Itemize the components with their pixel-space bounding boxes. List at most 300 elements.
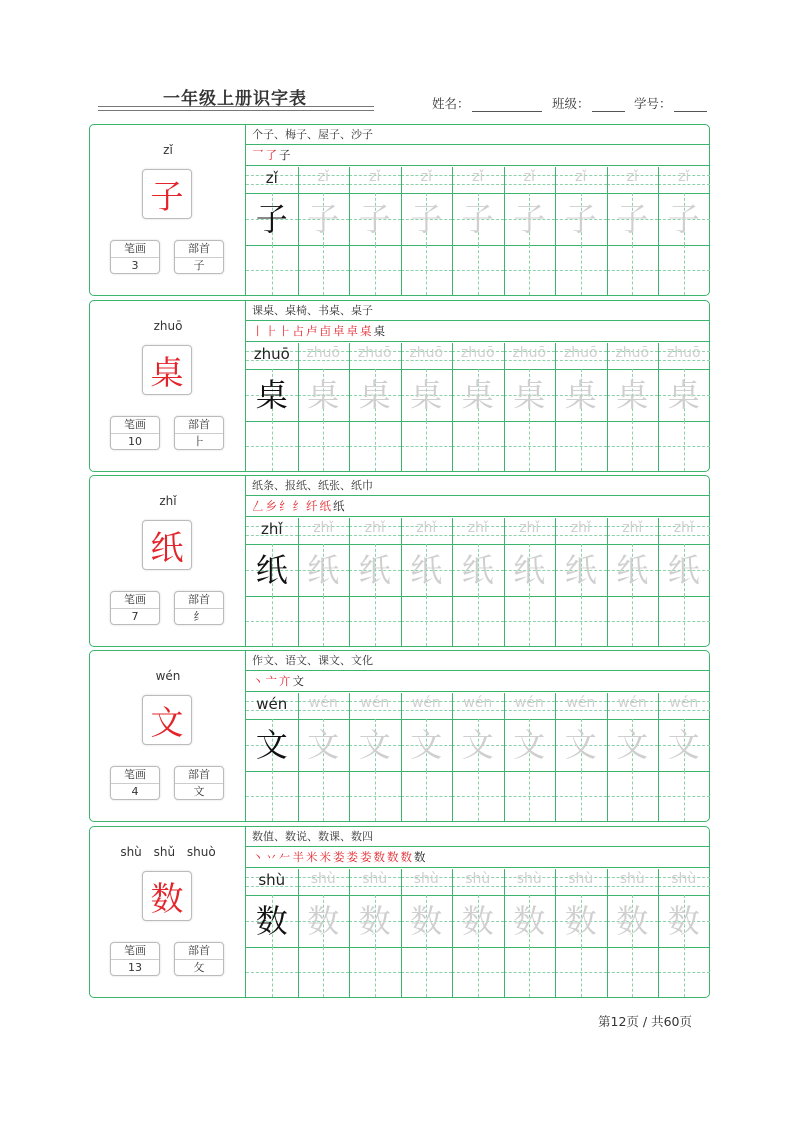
grid-column-line	[504, 869, 505, 997]
character-practice-cell[interactable]	[298, 544, 350, 596]
class-field[interactable]	[552, 94, 625, 112]
blank-practice-cell[interactable]	[452, 596, 504, 646]
blank-practice-cell[interactable]	[658, 421, 710, 471]
radical-box	[174, 416, 224, 450]
pinyin-practice-cell[interactable]	[452, 518, 504, 544]
pinyin-practice-cell[interactable]	[349, 869, 401, 895]
blank-practice-cell[interactable]	[555, 421, 607, 471]
student-id-blank[interactable]	[674, 99, 707, 112]
character-practice-cell[interactable]	[504, 895, 556, 947]
guide-line	[555, 270, 607, 271]
character-trace: 纸	[461, 551, 494, 589]
student-id-field[interactable]	[634, 94, 707, 112]
stroke-step: 娄	[333, 850, 345, 864]
blank-practice-cell[interactable]	[298, 771, 350, 821]
pinyin-practice-cell[interactable]	[607, 343, 659, 369]
character-trace: 纸	[307, 551, 340, 589]
pinyin-trace: shù	[362, 871, 388, 887]
character-trace: 子	[513, 200, 546, 238]
character-practice-cell[interactable]	[246, 719, 298, 771]
guide-line	[452, 796, 504, 797]
pinyin-trace: zǐ	[265, 169, 278, 187]
grid-column-line	[298, 167, 299, 295]
stroke-step: 亣	[279, 674, 291, 688]
pinyin-trace: shù	[465, 871, 491, 887]
practice-area	[246, 476, 709, 646]
character-practice-cell[interactable]	[658, 895, 710, 947]
guide-line	[607, 621, 659, 622]
blank-practice-cell[interactable]	[401, 245, 453, 295]
stroke-order-sequence	[252, 497, 347, 515]
guide-line	[298, 621, 350, 622]
character-practice-cell[interactable]	[452, 544, 504, 596]
blank-practice-cell[interactable]	[555, 596, 607, 646]
pinyin-practice-cell[interactable]	[401, 693, 453, 719]
character-pinyin: wén	[155, 669, 181, 683]
pinyin-trace: shù	[516, 871, 542, 887]
character-practice-cell[interactable]	[298, 719, 350, 771]
blank-practice-cell[interactable]	[658, 245, 710, 295]
pinyin-trace: zhuō	[563, 345, 598, 361]
words-divider	[246, 670, 709, 671]
stroke-count-value: 13	[128, 961, 142, 974]
featured-character: 桌	[142, 345, 192, 395]
character-practice-cell[interactable]	[246, 895, 298, 947]
pinyin-trace: zhǐ	[467, 520, 488, 536]
radical-value: 攵	[193, 961, 205, 974]
guide-line	[349, 446, 401, 447]
character-practice-cell[interactable]	[452, 895, 504, 947]
example-words: 数值、数说、数课、数四	[252, 830, 373, 843]
pinyin-practice-cell[interactable]	[298, 167, 350, 193]
stroke-step: 数	[414, 850, 426, 864]
pinyin-practice-cell[interactable]	[555, 518, 607, 544]
character-practice-cell[interactable]	[607, 895, 659, 947]
character-trace: 数	[667, 902, 700, 940]
guide-line	[452, 446, 504, 447]
character-practice-cell[interactable]	[555, 895, 607, 947]
practice-area	[246, 125, 709, 295]
pinyin-practice-cell[interactable]	[452, 167, 504, 193]
guide-line	[298, 972, 350, 973]
stroke-step: 数	[373, 850, 385, 864]
character-trace: 纸	[667, 551, 700, 589]
character-practice-cell[interactable]	[401, 193, 453, 245]
radical-label: 部首	[175, 241, 223, 258]
grid-column-line	[401, 693, 402, 821]
blank-practice-cell[interactable]	[246, 245, 298, 295]
name-blank[interactable]	[472, 99, 542, 112]
guide-line	[504, 621, 556, 622]
guide-line	[504, 270, 556, 271]
character-practice-cell[interactable]	[246, 544, 298, 596]
character-practice-cell[interactable]	[658, 544, 710, 596]
character-info-panel	[90, 651, 246, 821]
character-trace: 子	[667, 200, 700, 238]
pinyin-practice-cell[interactable]	[401, 343, 453, 369]
grid-column-line	[349, 518, 350, 646]
character-practice-cell[interactable]	[607, 544, 659, 596]
pinyin-practice-cell[interactable]	[607, 693, 659, 719]
character-practice-cell[interactable]	[504, 719, 556, 771]
blank-practice-cell[interactable]	[401, 596, 453, 646]
pinyin-trace: zhǐ	[519, 520, 540, 536]
pinyin-trace: zhuō	[460, 345, 495, 361]
character-practice-cell[interactable]	[401, 544, 453, 596]
words-divider	[246, 144, 709, 145]
pinyin-practice-cell[interactable]	[298, 869, 350, 895]
stroke-step: 占	[292, 324, 304, 338]
pinyin-practice-cell[interactable]	[658, 167, 710, 193]
character-trace: 桌	[513, 376, 546, 414]
grid-column-line	[401, 518, 402, 646]
pinyin-practice-cell[interactable]	[246, 518, 298, 544]
character-practice-cell[interactable]	[555, 369, 607, 421]
character-practice-cell[interactable]	[298, 895, 350, 947]
grid-column-line	[452, 167, 453, 295]
character-practice-cell[interactable]	[246, 193, 298, 245]
blank-practice-cell[interactable]	[349, 596, 401, 646]
character-trace: 桌	[616, 376, 649, 414]
blank-practice-cell[interactable]	[658, 596, 710, 646]
character-trace: 子	[461, 200, 494, 238]
grid-column-line	[607, 167, 608, 295]
character-practice-cell[interactable]	[401, 719, 453, 771]
pinyin-trace: zhǐ	[313, 520, 334, 536]
pinyin-trace: zhǐ	[622, 520, 643, 536]
guide-line	[607, 270, 659, 271]
character-info-panel	[90, 125, 246, 295]
class-blank[interactable]	[592, 99, 625, 112]
practice-area	[246, 827, 709, 997]
character-practice-cell[interactable]	[607, 719, 659, 771]
blank-practice-cell[interactable]	[246, 771, 298, 821]
pinyin-trace: shù	[258, 871, 286, 889]
guide-line	[246, 621, 298, 622]
grid-column-line	[555, 167, 556, 295]
blank-practice-cell[interactable]	[401, 771, 453, 821]
character-practice-cell[interactable]	[504, 193, 556, 245]
blank-practice-cell[interactable]	[349, 421, 401, 471]
character-trace: 子	[616, 200, 649, 238]
pinyin-practice-cell[interactable]	[504, 693, 556, 719]
radical-label: 部首	[175, 943, 223, 960]
pinyin-practice-cell[interactable]	[555, 343, 607, 369]
pinyin-practice-cell[interactable]	[246, 869, 298, 895]
character-trace: 纸	[616, 551, 649, 589]
stroke-divider	[246, 867, 709, 868]
character-trace: 纸	[358, 551, 391, 589]
pinyin-practice-cell[interactable]	[555, 167, 607, 193]
grid-column-line	[658, 869, 659, 997]
words-divider	[246, 495, 709, 496]
grid-column-line	[452, 693, 453, 821]
grid-column-line	[452, 343, 453, 471]
character-practice-cell[interactable]	[298, 193, 350, 245]
pinyin-practice-cell[interactable]	[349, 343, 401, 369]
pinyin-practice-cell[interactable]	[607, 869, 659, 895]
stroke-step: 卢	[306, 324, 318, 338]
pinyin-trace: zhuō	[306, 345, 341, 361]
character-card	[89, 475, 710, 647]
blank-practice-cell[interactable]	[349, 947, 401, 997]
pinyin-practice-cell[interactable]	[246, 167, 298, 193]
blank-practice-cell[interactable]	[452, 771, 504, 821]
guide-line	[401, 446, 453, 447]
stroke-count-box	[110, 416, 160, 450]
blank-practice-cell[interactable]	[555, 245, 607, 295]
blank-practice-cell[interactable]	[452, 421, 504, 471]
featured-character: 纸	[142, 520, 192, 570]
pinyin-trace: wén	[463, 695, 493, 711]
pinyin-trace: shù	[310, 871, 336, 887]
stroke-step: 卓	[333, 324, 345, 338]
grid-column-line	[298, 693, 299, 821]
pinyin-practice-cell[interactable]	[504, 343, 556, 369]
character-pinyin: zhuō	[153, 319, 183, 333]
stroke-count-value: 4	[131, 785, 139, 798]
stroke-step: 丨	[252, 324, 264, 338]
stroke-step: 米	[306, 850, 318, 864]
guide-line	[246, 796, 298, 797]
name-field[interactable]	[432, 94, 542, 112]
pinyin-trace: zǐ	[420, 169, 432, 185]
blank-practice-cell[interactable]	[607, 596, 659, 646]
grid-column-line	[658, 343, 659, 471]
grid-column-line	[452, 869, 453, 997]
pinyin-practice-cell[interactable]	[607, 518, 659, 544]
character-practice-cell[interactable]	[555, 193, 607, 245]
grid-column-line	[401, 869, 402, 997]
grid-column-line	[349, 343, 350, 471]
character-trace: 数	[564, 902, 597, 940]
pinyin-trace: zhuō	[253, 345, 290, 363]
stroke-step: 卓	[346, 324, 358, 338]
guide-line	[298, 270, 350, 271]
blank-practice-cell[interactable]	[504, 596, 556, 646]
pinyin-practice-cell[interactable]	[298, 518, 350, 544]
pinyin-practice-cell[interactable]	[607, 167, 659, 193]
stroke-step: 纟	[279, 499, 291, 513]
stroke-step: 丶	[252, 674, 264, 688]
character-trace: 子	[307, 200, 340, 238]
pinyin-trace: zhǐ	[673, 520, 694, 536]
guide-line	[246, 972, 298, 973]
pinyin-practice-cell[interactable]	[349, 518, 401, 544]
character-pinyin: zhǐ	[159, 494, 177, 508]
featured-character: 子	[142, 169, 192, 219]
radical-value: 纟	[193, 610, 205, 623]
character-trace: 文	[667, 726, 700, 764]
blank-practice-cell[interactable]	[658, 947, 710, 997]
blank-practice-cell[interactable]	[504, 771, 556, 821]
student-id-label: 学号：	[634, 96, 672, 111]
character-practice-cell[interactable]	[504, 544, 556, 596]
grid-column-line	[504, 343, 505, 471]
stroke-step: 了	[265, 148, 277, 162]
grid-column-line	[298, 869, 299, 997]
blank-practice-cell[interactable]	[349, 771, 401, 821]
guide-line	[298, 446, 350, 447]
blank-practice-cell[interactable]	[401, 947, 453, 997]
pinyin-practice-cell[interactable]	[401, 167, 453, 193]
guide-line	[298, 796, 350, 797]
pinyin-practice-cell[interactable]	[504, 869, 556, 895]
blank-practice-cell[interactable]	[555, 947, 607, 997]
stroke-step: 纤	[306, 499, 318, 513]
character-practice-cell[interactable]	[349, 544, 401, 596]
guide-line	[555, 796, 607, 797]
blank-practice-cell[interactable]	[607, 947, 659, 997]
character-card	[89, 650, 710, 822]
guide-line	[658, 270, 710, 271]
pinyin-practice-cell[interactable]	[504, 518, 556, 544]
stroke-step: ⺊	[265, 324, 277, 338]
character-trace: 文	[255, 726, 288, 764]
character-practice-cell[interactable]	[349, 193, 401, 245]
blank-practice-cell[interactable]	[658, 771, 710, 821]
guide-line	[555, 972, 607, 973]
character-practice-cell[interactable]	[401, 369, 453, 421]
blank-practice-cell[interactable]	[349, 245, 401, 295]
pinyin-practice-cell[interactable]	[658, 518, 710, 544]
guide-line	[452, 270, 504, 271]
blank-practice-cell[interactable]	[555, 771, 607, 821]
pinyin-practice-cell[interactable]	[298, 343, 350, 369]
blank-practice-cell[interactable]	[298, 421, 350, 471]
blank-practice-cell[interactable]	[504, 245, 556, 295]
stroke-step: 半	[292, 850, 304, 864]
blank-practice-cell[interactable]	[298, 245, 350, 295]
character-practice-cell[interactable]	[349, 895, 401, 947]
pinyin-practice-cell[interactable]	[401, 518, 453, 544]
blank-practice-cell[interactable]	[607, 771, 659, 821]
guide-line	[349, 972, 401, 973]
character-trace: 文	[564, 726, 597, 764]
pinyin-practice-cell[interactable]	[555, 693, 607, 719]
page-indicator: 第12页 / 共60页	[598, 1014, 692, 1029]
stroke-step: 子	[279, 148, 291, 162]
blank-practice-cell[interactable]	[298, 596, 350, 646]
page-title: 一年级上册识字表	[163, 89, 307, 109]
stroke-step: 数	[400, 850, 412, 864]
blank-practice-cell[interactable]	[298, 947, 350, 997]
grid-column-line	[658, 693, 659, 821]
stroke-step: 亠	[265, 674, 277, 688]
character-practice-cell[interactable]	[658, 369, 710, 421]
pinyin-trace: shù	[413, 871, 439, 887]
character-practice-cell[interactable]	[452, 719, 504, 771]
pinyin-practice-cell[interactable]	[452, 869, 504, 895]
pinyin-practice-cell[interactable]	[452, 693, 504, 719]
pinyin-practice-cell[interactable]	[246, 343, 298, 369]
pinyin-practice-cell[interactable]	[658, 693, 710, 719]
blank-practice-cell[interactable]	[607, 245, 659, 295]
character-trace: 子	[358, 200, 391, 238]
character-practice-cell[interactable]	[607, 369, 659, 421]
guide-line	[401, 621, 453, 622]
character-practice-cell[interactable]	[555, 719, 607, 771]
radical-label: 部首	[175, 767, 223, 784]
pinyin-trace: zǐ	[678, 169, 690, 185]
blank-practice-cell[interactable]	[246, 596, 298, 646]
guide-line	[504, 446, 556, 447]
pinyin-practice-cell[interactable]	[658, 343, 710, 369]
guide-line	[607, 446, 659, 447]
stroke-divider	[246, 691, 709, 692]
guide-line	[452, 621, 504, 622]
character-practice-cell[interactable]	[658, 193, 710, 245]
stroke-step: 丷	[265, 850, 277, 864]
character-practice-cell[interactable]	[607, 193, 659, 245]
pinyin-practice-cell[interactable]	[349, 693, 401, 719]
character-practice-cell[interactable]	[555, 544, 607, 596]
pinyin-practice-cell[interactable]	[349, 167, 401, 193]
character-trace: 文	[461, 726, 494, 764]
character-practice-cell[interactable]	[452, 193, 504, 245]
character-pinyin: zǐ	[163, 143, 173, 157]
stroke-step: 桌	[373, 324, 385, 338]
grid-column-line	[607, 869, 608, 997]
radical-box	[174, 240, 224, 274]
example-words: 作文、语文、课文、文化	[252, 654, 373, 667]
blank-practice-cell[interactable]	[246, 421, 298, 471]
blank-practice-cell[interactable]	[452, 245, 504, 295]
character-trace: 数	[255, 902, 288, 940]
stroke-count-label: 笔画	[111, 417, 159, 434]
character-practice-cell[interactable]	[349, 369, 401, 421]
character-practice-cell[interactable]	[504, 369, 556, 421]
character-trace: 桌	[410, 376, 443, 414]
pinyin-trace: zhǐ	[416, 520, 437, 536]
pinyin-practice-cell[interactable]	[298, 693, 350, 719]
pinyin-trace: zǐ	[523, 169, 535, 185]
stroke-step: 丶	[252, 850, 264, 864]
guide-line	[349, 796, 401, 797]
stroke-step: ⺊	[279, 324, 291, 338]
character-practice-cell[interactable]	[401, 895, 453, 947]
character-trace: 数	[358, 902, 391, 940]
pinyin-practice-cell[interactable]	[555, 869, 607, 895]
pinyin-trace: zhǐ	[364, 520, 385, 536]
pinyin-practice-cell[interactable]	[401, 869, 453, 895]
blank-practice-cell[interactable]	[504, 947, 556, 997]
pinyin-practice-cell[interactable]	[452, 343, 504, 369]
blank-practice-cell[interactable]	[452, 947, 504, 997]
pinyin-practice-cell[interactable]	[504, 167, 556, 193]
grid-column-line	[555, 343, 556, 471]
character-practice-cell[interactable]	[452, 369, 504, 421]
blank-practice-cell[interactable]	[246, 947, 298, 997]
character-practice-cell[interactable]	[298, 369, 350, 421]
example-words: 个子、梅子、屋子、沙子	[252, 128, 373, 141]
blank-practice-cell[interactable]	[504, 421, 556, 471]
character-practice-cell[interactable]	[246, 369, 298, 421]
pinyin-trace: wén	[411, 695, 441, 711]
character-info-panel	[90, 827, 246, 997]
pinyin-practice-cell[interactable]	[246, 693, 298, 719]
pinyin-practice-cell[interactable]	[658, 869, 710, 895]
pinyin-trace: wén	[669, 695, 699, 711]
stroke-count-value: 7	[131, 610, 139, 623]
radical-label: 部首	[175, 417, 223, 434]
blank-practice-cell[interactable]	[401, 421, 453, 471]
practice-area	[246, 651, 709, 821]
blank-practice-cell[interactable]	[607, 421, 659, 471]
character-practice-cell[interactable]	[349, 719, 401, 771]
character-practice-cell[interactable]	[658, 719, 710, 771]
character-trace: 桌	[667, 376, 700, 414]
